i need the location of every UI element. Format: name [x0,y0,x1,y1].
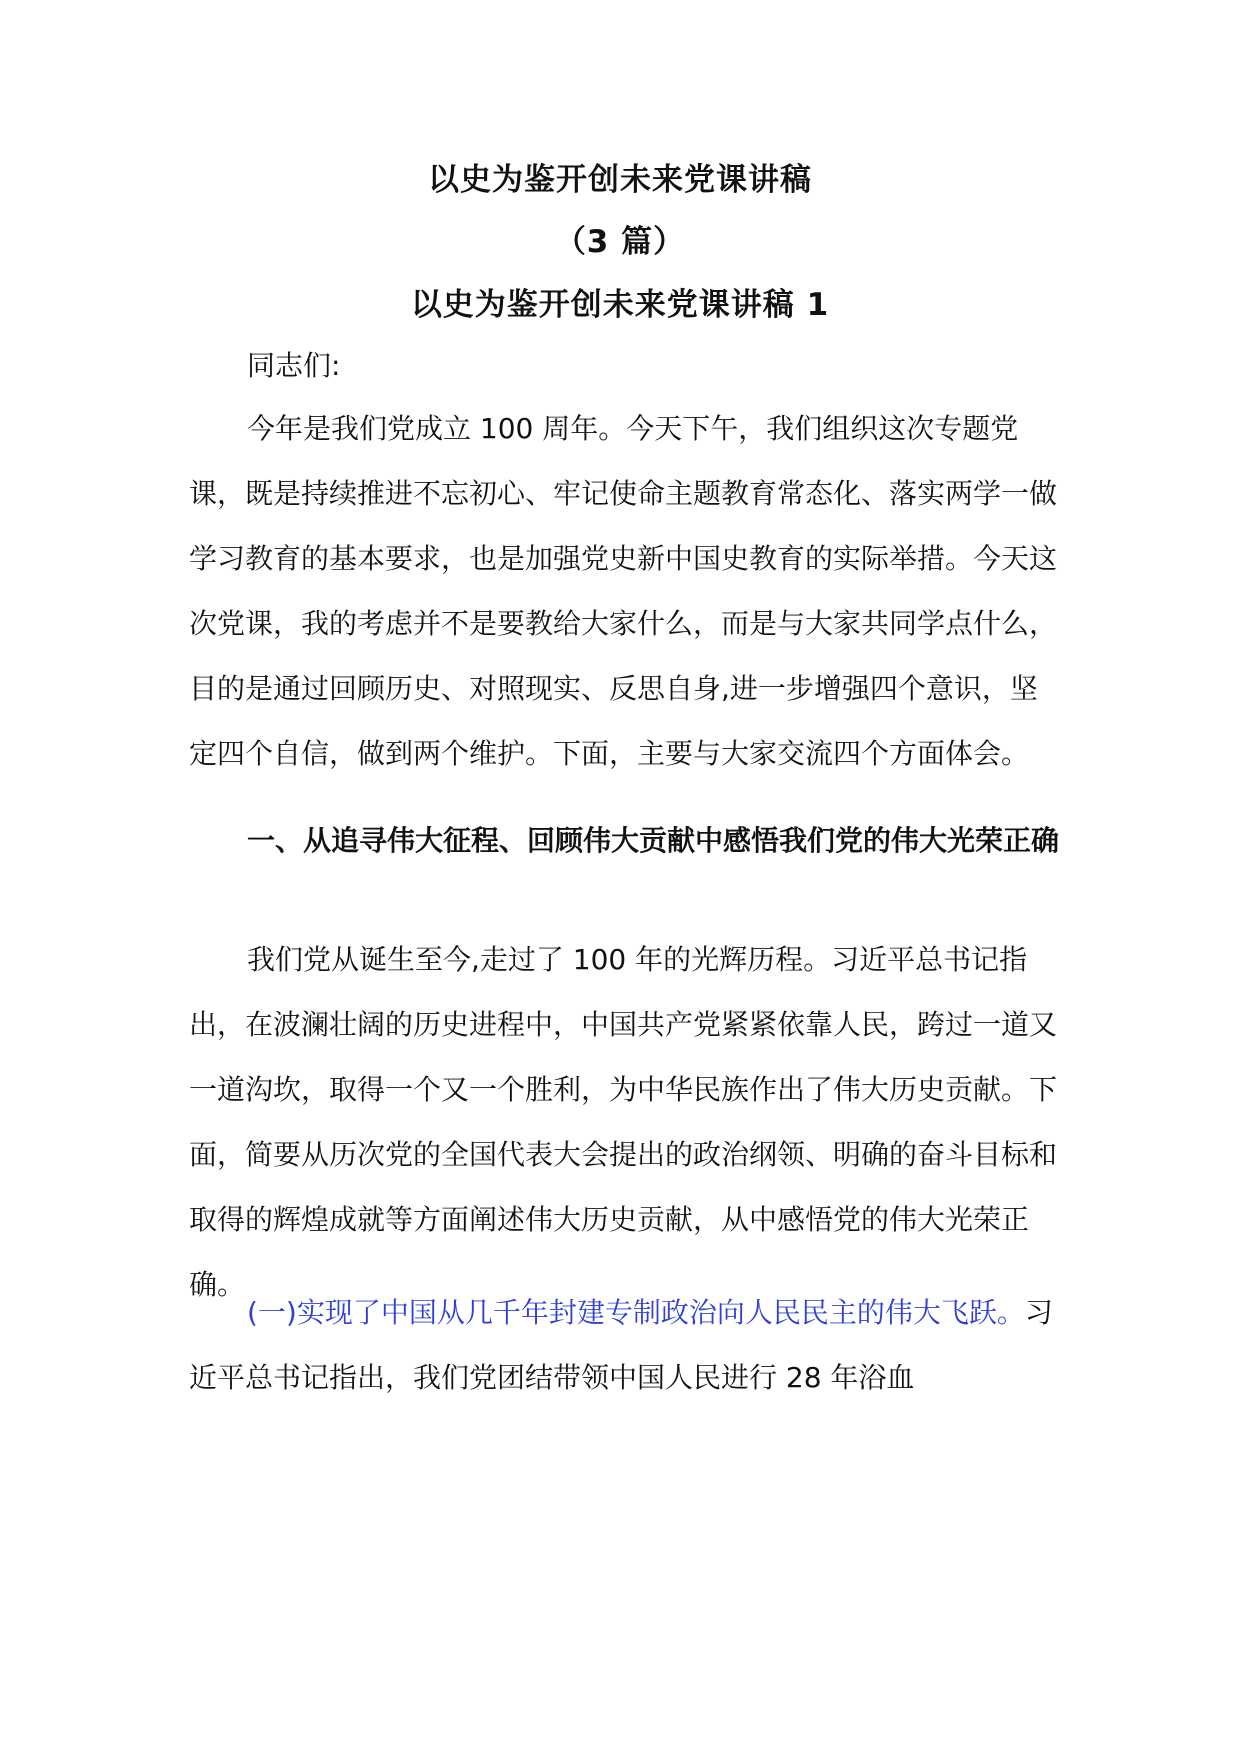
subsection-text: 习近平总书记指出，我们党团结带领中国人民进行 28 年浴血 [189,1296,1053,1394]
document-subtitle: 以史为鉴开创未来党课讲稿 1 [410,287,830,323]
document-title-count: （3 篇） [554,224,686,260]
document-title: 以史为鉴开创未来党课讲稿 [428,162,812,198]
paragraph-subsection [189,1280,1059,1410]
section-heading: 一、从追寻伟大征程、回顾伟大贡献中感悟我们党的伟大光荣正确 [247,824,1060,857]
salutation: 同志们: [247,349,341,382]
paragraph-history: 我们党从诞生至今,走过了 100 年的光辉历程。习近平总书记指出，在波澜壮阔的历史进程中，中国共产党紧紧依靠人民，跨过一道又一道沟坎，取得一个又一个胜利，为中华民族作出了伟大历史贡献。下面，简要从历次党的全国代表大会提出的政治纲领、明确的奋斗目标和取得的辉煌成就等方面阐述伟大历史贡献，从中感悟党的伟大光荣正确。 [189,943,1058,1301]
subsection-heading: (一)实现了中国从几千年封建专制政治向人民民主的伟大飞跃。 [247,1296,1025,1329]
paragraph-intro: 今年是我们党成立 100 周年。今天下午，我们组织这次专题党课，既是持续推进不忘初心、牢记使命主题教育常态化、落实两学一做学习教育的基本要求，也是加强党史新中国史教育的实际举措。今天这次党课，我的考虑并不是要教给大家什么，而是与大家共同学点什么，目的是通过回顾历史、对照现实、反思自身,进一步增强四个意识，坚定四个自信，做到两个维护。下面，主要与大家交流四个方面体会。 [189,412,1058,770]
